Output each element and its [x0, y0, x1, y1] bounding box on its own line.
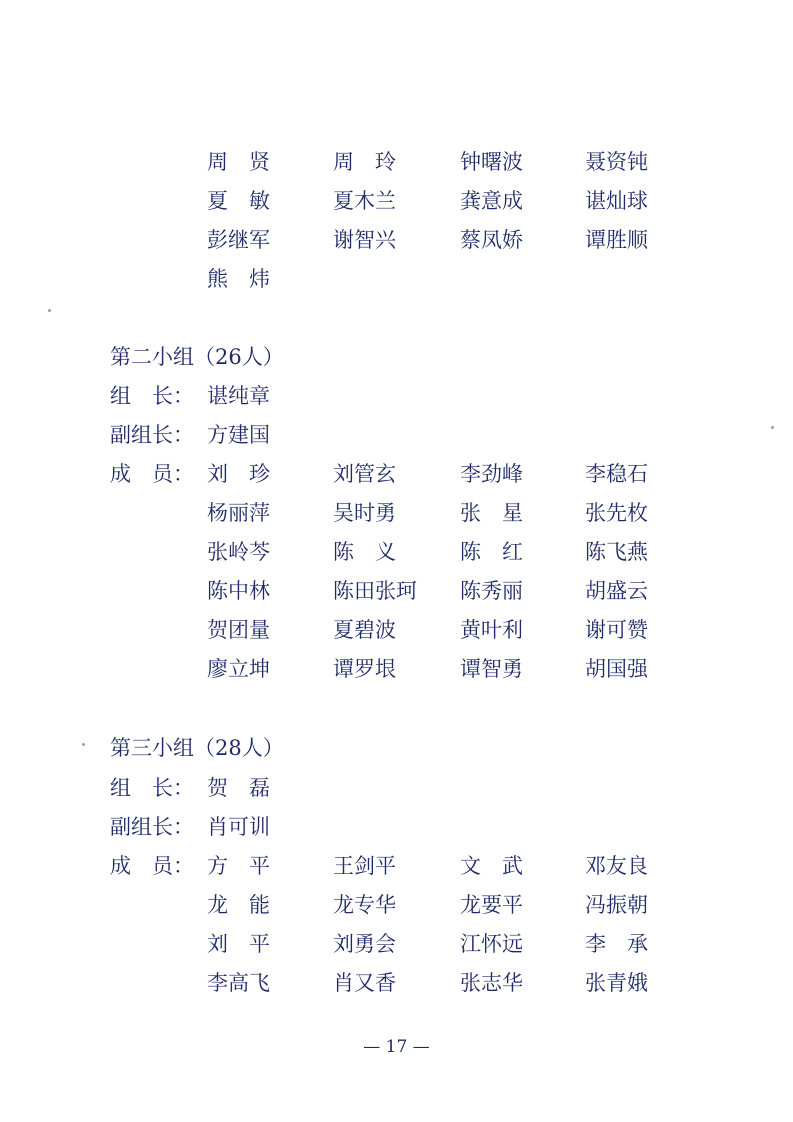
member-name: 贺团量	[207, 618, 270, 642]
member-name: 廖立坤	[207, 657, 270, 681]
leader-label: 组 长：	[110, 384, 194, 408]
group2-member-row	[0, 654, 793, 684]
member-name: 陈 义	[333, 540, 396, 564]
member-name: 张先枚	[585, 501, 648, 525]
member-name: 熊 炜	[207, 267, 270, 291]
group1-member-row	[0, 186, 793, 216]
member-name: 杨丽萍	[207, 501, 270, 525]
scan-speck	[771, 426, 774, 429]
member-name: 张青娥	[585, 971, 648, 995]
member-name: 龚意成	[460, 189, 523, 213]
group3-leader-row	[0, 773, 793, 803]
member-name: 谭胜顺	[585, 228, 648, 252]
member-name: 刘 平	[207, 932, 270, 956]
group2-member-row	[0, 498, 793, 528]
member-name: 张志华	[460, 971, 523, 995]
group3-title: 第三小组（28人）	[110, 736, 284, 760]
member-name: 陈飞燕	[585, 540, 648, 564]
scan-speck	[48, 309, 51, 312]
member-name: 张 星	[460, 501, 523, 525]
group2-leader-row	[0, 381, 793, 411]
group1-member-row	[0, 147, 793, 177]
deputy-label: 副组长：	[110, 423, 194, 447]
group3-member-row	[0, 851, 793, 881]
leader-name: 谌纯章	[207, 384, 270, 408]
member-name: 钟曙波	[460, 150, 523, 174]
group3-member-row	[0, 890, 793, 920]
member-name: 李 承	[585, 932, 648, 956]
member-name: 吴时勇	[333, 501, 396, 525]
group2-member-row	[0, 459, 793, 489]
member-name: 周 玲	[333, 150, 396, 174]
member-name: 方 平	[207, 854, 270, 878]
member-name: 冯振朝	[585, 893, 648, 917]
group2-deputy-row	[0, 420, 793, 450]
member-name: 彭继军	[207, 228, 270, 252]
group2-title: 第二小组（26人）	[110, 345, 284, 369]
member-name: 邓友良	[585, 854, 648, 878]
member-name: 江怀远	[460, 932, 523, 956]
member-name: 李高飞	[207, 971, 270, 995]
member-name: 刘管玄	[333, 462, 396, 486]
member-name: 蔡凤娇	[460, 228, 523, 252]
member-name: 李稳石	[585, 462, 648, 486]
deputy-name: 肖可训	[207, 815, 270, 839]
group3-member-row	[0, 929, 793, 959]
member-name: 陈秀丽	[460, 579, 523, 603]
page-number: — 17 —	[363, 1037, 430, 1057]
member-name: 文 武	[460, 854, 523, 878]
member-name: 刘 珍	[207, 462, 270, 486]
member-name: 夏 敏	[207, 189, 270, 213]
group3-deputy-row	[0, 812, 793, 842]
group2-heading-row	[0, 342, 793, 372]
group1-member-row	[0, 264, 793, 294]
member-name: 张岭芩	[207, 540, 270, 564]
member-name: 谢智兴	[333, 228, 396, 252]
member-name: 李劲峰	[460, 462, 523, 486]
member-name: 陈田张珂	[333, 579, 417, 603]
member-name: 胡国强	[585, 657, 648, 681]
deputy-name: 方建国	[207, 423, 270, 447]
member-name: 刘勇会	[333, 932, 396, 956]
member-name: 谭罗垠	[333, 657, 396, 681]
member-name: 龙 能	[207, 893, 270, 917]
member-name: 谌灿球	[585, 189, 648, 213]
member-name: 陈 红	[460, 540, 523, 564]
leader-label: 组 长：	[110, 776, 194, 800]
members-label: 成 员：	[110, 462, 194, 486]
group1-member-row	[0, 225, 793, 255]
members-label: 成 员：	[110, 854, 194, 878]
member-name: 谢可赞	[585, 618, 648, 642]
member-name: 夏碧波	[333, 618, 396, 642]
group2-member-row	[0, 537, 793, 567]
deputy-label: 副组长：	[110, 815, 194, 839]
member-name: 周 贤	[207, 150, 270, 174]
member-name: 黄叶利	[460, 618, 523, 642]
group3-heading-row	[0, 733, 793, 763]
group3-member-row	[0, 968, 793, 998]
group2-member-row	[0, 615, 793, 645]
member-name: 谭智勇	[460, 657, 523, 681]
member-name: 肖又香	[333, 971, 396, 995]
member-name: 胡盛云	[585, 579, 648, 603]
member-name: 夏木兰	[333, 189, 396, 213]
leader-name: 贺 磊	[207, 776, 270, 800]
member-name: 龙专华	[333, 893, 396, 917]
member-name: 聂资钝	[585, 150, 648, 174]
group2-member-row	[0, 576, 793, 606]
member-name: 龙要平	[460, 893, 523, 917]
member-name: 王剑平	[333, 854, 396, 878]
scan-speck	[82, 743, 85, 746]
member-name: 陈中林	[207, 579, 270, 603]
